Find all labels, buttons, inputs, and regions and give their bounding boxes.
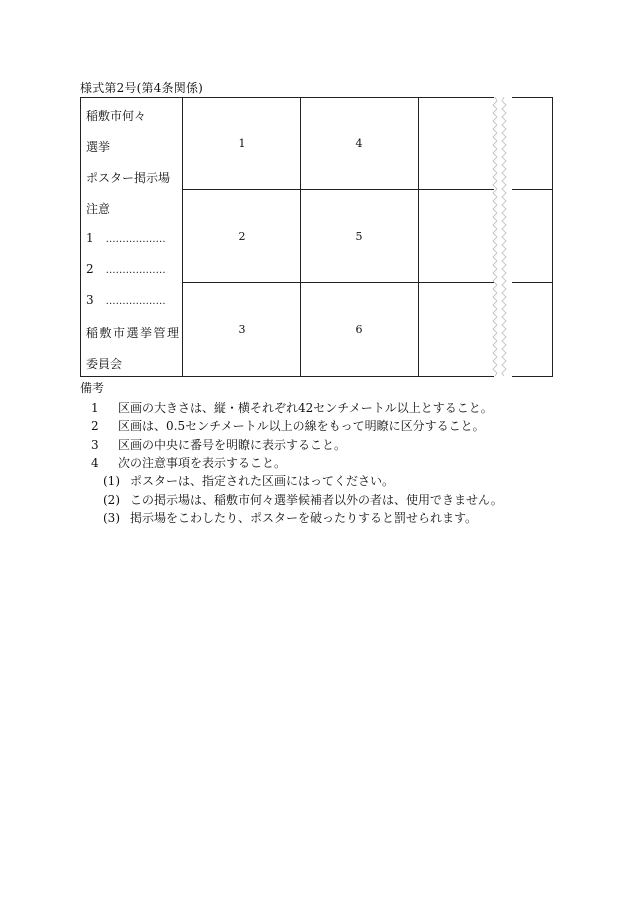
cell-number-1: 1 xyxy=(238,137,246,150)
notice-item-number: 3 xyxy=(86,293,94,307)
subitem-text: この掲示場は、稲敷市何々選挙候補者以外の者は、使用できません。 xyxy=(130,493,503,507)
note-text: 次の注意事項を表示すること。 xyxy=(118,456,287,470)
form-title: 様式第2号(第4条関係) xyxy=(80,81,204,95)
notice-heading: 注意 xyxy=(86,202,111,216)
note-item-3 xyxy=(91,436,346,453)
subitem-number: (2) xyxy=(103,493,120,507)
board-title-line3: ポスター掲示場 xyxy=(86,171,171,185)
grid-line-v2 xyxy=(300,97,301,376)
note-subitem-2 xyxy=(103,491,503,508)
board-title-line1: 稲敷市何々 xyxy=(86,109,147,123)
board-title-line2: 選挙 xyxy=(86,140,111,154)
subitem-text: 掲示場をこわしたり、ポスターを破ったりすると罰せられます。 xyxy=(130,511,478,525)
note-text: 区画の中央に番号を明瞭に表示すること。 xyxy=(118,438,347,452)
note-text: 区画の大きさは、縦・横それぞれ42センチメートル以上とすること。 xyxy=(118,401,493,415)
subitem-number: (3) xyxy=(103,511,120,525)
poster-board xyxy=(80,97,552,376)
grid-line-v3 xyxy=(418,97,419,376)
break-line-right xyxy=(501,97,507,376)
note-item-2 xyxy=(91,417,485,434)
cell-number-4: 4 xyxy=(355,137,363,150)
authority-line1: 稲敷市選挙管理 xyxy=(86,326,181,340)
subitem-text: ポスターは、指定された区画にはってください。 xyxy=(130,474,395,488)
notice-item-dots: ……………… xyxy=(105,265,166,276)
cell-number-3: 3 xyxy=(238,323,246,336)
note-subitem-3 xyxy=(103,509,477,526)
notice-item-number: 1 xyxy=(86,231,94,245)
note-number: 2 xyxy=(91,419,99,433)
note-subitem-1 xyxy=(103,472,394,489)
break-line-left xyxy=(492,97,498,376)
notes-heading: 備考 xyxy=(80,381,105,395)
grid-line-v1 xyxy=(182,97,183,376)
cell-number-2: 2 xyxy=(238,230,246,243)
cell-number-5: 5 xyxy=(355,230,363,243)
subitem-number: (1) xyxy=(103,474,120,488)
notice-item-2 xyxy=(86,262,166,276)
notice-item-dots: ……………… xyxy=(105,296,166,307)
notice-item-number: 2 xyxy=(86,262,94,276)
note-item-1 xyxy=(91,399,493,416)
notice-item-dots: ……………… xyxy=(105,234,166,245)
notice-item-3 xyxy=(86,293,166,307)
note-number: 1 xyxy=(91,401,99,415)
note-number: 4 xyxy=(91,456,99,470)
notice-item-1 xyxy=(86,231,166,245)
note-item-4 xyxy=(91,454,286,471)
authority-line2: 委員会 xyxy=(86,357,123,371)
cell-number-6: 6 xyxy=(355,323,363,336)
note-number: 3 xyxy=(91,438,99,452)
note-text: 区画は、0.5センチメートル以上の線をもって明瞭に区分すること。 xyxy=(118,419,485,433)
